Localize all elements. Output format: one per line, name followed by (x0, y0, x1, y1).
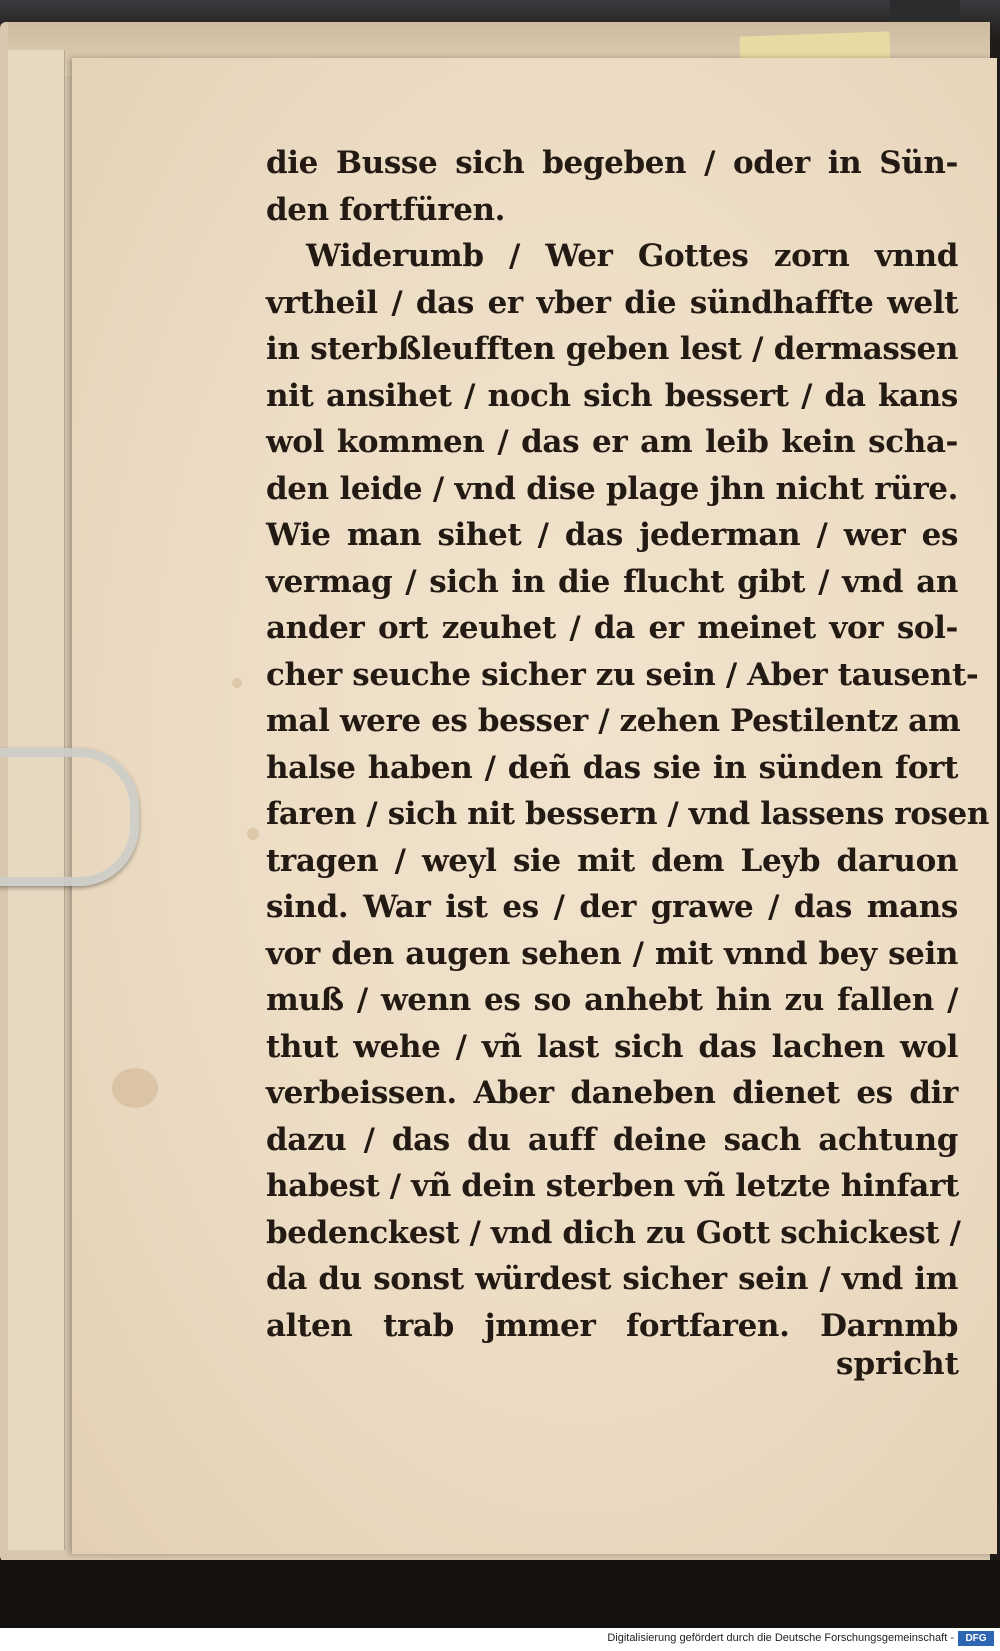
paper-clip (0, 748, 139, 886)
text-line: vrtheil / das er vber die sündhaffte welt (266, 284, 958, 321)
text-line: faren / sich nit bessern / vnd lassens rosen (266, 796, 990, 832)
paper-stain (247, 828, 259, 840)
funding-credit: Digitalisierung gefördert durch die Deutsche Forschungsgemeinschaft - (607, 1632, 954, 1644)
text-line: habest / vñ dein sterben vñ letzte hinfart (266, 1168, 959, 1204)
text-line: den leide / vnd dise plage jhn nicht rüre. (266, 470, 958, 507)
catchword: spricht (836, 1346, 959, 1382)
text-line: sind. War ist es / der grawe / das mans (266, 889, 958, 925)
text-line: in sterbßleufften geben lest / dermassen (266, 331, 958, 367)
text-line: da du sonst würdest sicher sein / vnd im (266, 1261, 958, 1297)
text-line: Widerumb / Wer Gottes zorn vnnd (306, 238, 958, 274)
text-line: cher seuche sicher zu sein / Aber tausent- (266, 656, 979, 693)
text-line: alten trab jmmer fortfaren. Darnmb (266, 1307, 958, 1344)
text-line: bedenckest / vnd dich zu Gott schickest / (266, 1214, 961, 1251)
text-line: ander ort zeuhet / da er meinet vor sol- (266, 610, 958, 646)
text-line: nit ansihet / noch sich bessert / da kans (266, 377, 958, 414)
text-line: mal were es besser / zehen Pestilentz am (266, 703, 961, 739)
page-text (266, 140, 990, 1349)
text-line: halse haben / deñ das sie in sünden fort (266, 749, 958, 786)
text-line: verbeissen. Aber daneben dienet es dir (266, 1075, 958, 1111)
dfg-logo-icon: DFG (958, 1631, 994, 1646)
text-line: wol kommen / das er am leib kein scha- (266, 424, 958, 460)
text-line: die Busse sich begeben / oder in Sün- (266, 145, 958, 181)
text-line: vermag / sich in die flucht gibt / vnd an (266, 563, 958, 600)
text-line: muß / wenn es so anhebt hin zu fallen / (266, 982, 958, 1018)
text-line: den fortfüren. (266, 191, 506, 228)
text-line: dazu / das du auff deine sach achtung (266, 1121, 958, 1158)
paper-stain (232, 678, 242, 688)
paper-stain (112, 1068, 158, 1108)
text-line: vor den augen sehen / mit vnnd bey sein (266, 935, 958, 972)
text-line: thut wehe / vñ last sich das lachen wol (266, 1028, 958, 1065)
text-line: tragen / weyl sie mit dem Leyb daruon (266, 842, 958, 879)
text-line: Wie man sihet / das jederman / wer es (266, 517, 958, 553)
